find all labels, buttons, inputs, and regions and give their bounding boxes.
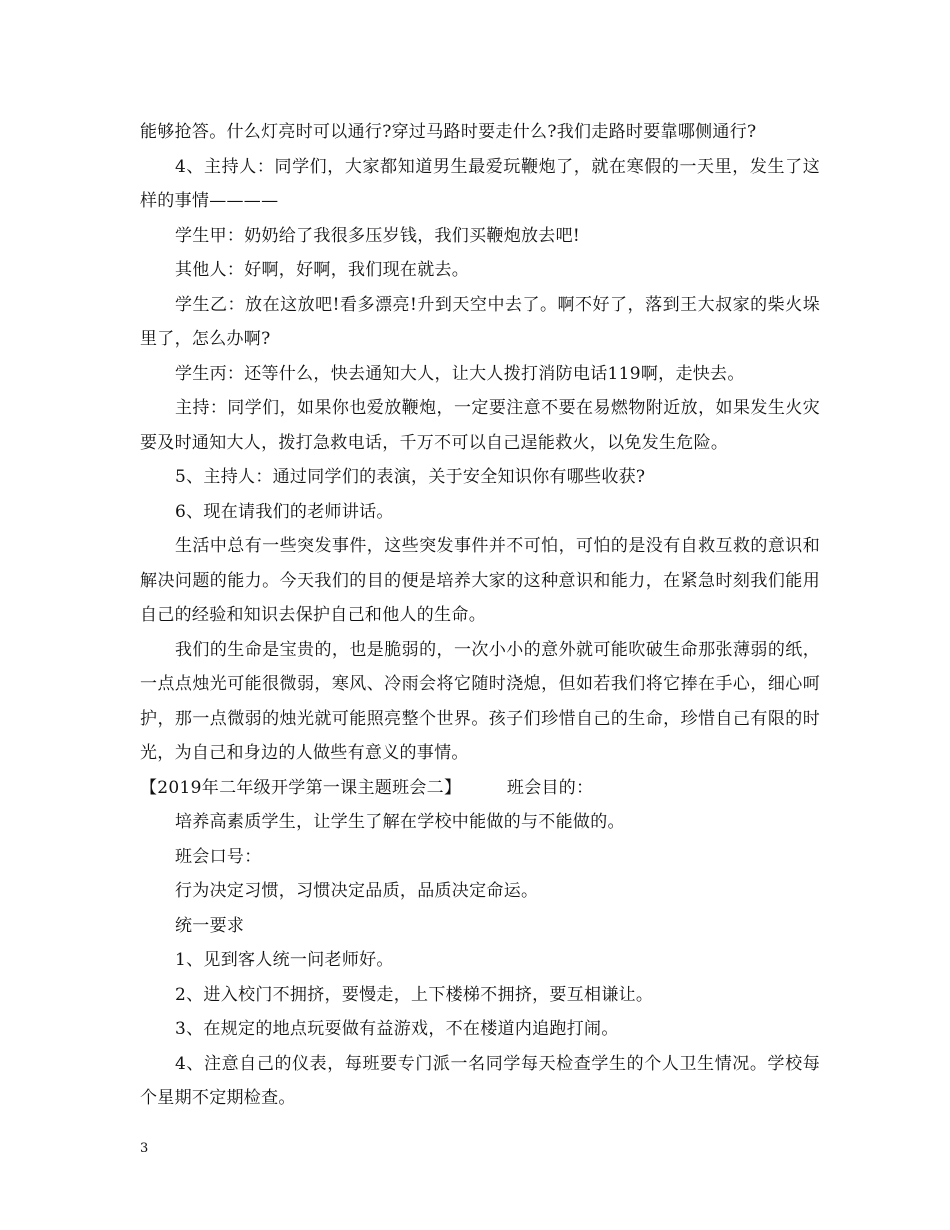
paragraph: 主持：同学们，如果你也爱放鞭炮，一定要注意不要在易燃物附近放，如果发生火灾要及时通知大人，拨打急救电话，千万不可以自己逞能救火，以免发生危险。 xyxy=(140,398,820,453)
paragraph: 行为决定习惯，习惯决定品质，品质决定命运。 xyxy=(175,881,539,901)
body-text xyxy=(140,115,820,1116)
paragraph: 学生甲：奶奶给了我很多压岁钱，我们买鞭炮放去吧! xyxy=(175,225,581,246)
paragraph: 培养高素质学生，让学生了解在学校中能做的与不能做的。 xyxy=(175,812,625,832)
paragraph: 其他人：好啊，好啊，我们现在就去。 xyxy=(175,260,470,280)
paragraph: 4、注意自己的仪表，每班要专门派一名同学每天检查学生的个人卫生情况。学校每个星期不定期检查。 xyxy=(140,1053,820,1108)
paragraph: 3、在规定的地点玩耍做有益游戏，不在楼道内追跑打闹。 xyxy=(175,1019,619,1039)
paragraph: 学生丙：还等什么，快去通知大人，让大人拨打消防电话119啊，走快去。 xyxy=(175,363,745,384)
paragraph: 1、见到客人统一问老师好。 xyxy=(175,950,394,970)
paragraph: 班会口号： xyxy=(175,846,262,867)
paragraph: 6、现在请我们的老师讲话。 xyxy=(175,501,394,522)
paragraph: 5、主持人：通过同学们的表演，关于安全知识你有哪些收获? xyxy=(175,467,646,487)
section-heading: 【2019年二年级开学第一课主题班会二】 班会目的： xyxy=(140,777,594,798)
paragraph: 能够抢答。什么灯亮时可以通行?穿过马路时要走什么?我们走路时要靠哪侧通行? xyxy=(140,122,757,142)
paragraph: 学生乙：放在这放吧!看多漂亮!升到天空中去了。啊不好了，落到王大叔家的柴火垛里了，怎么办啊? xyxy=(140,294,820,349)
page-number: 3 xyxy=(140,1141,149,1156)
paragraph: 2、进入校门不拥挤，要慢走，上下楼梯不拥挤，要互相谦让。 xyxy=(175,984,654,1005)
paragraph: 我们的生命是宝贵的，也是脆弱的，一次小小的意外就可能吹破生命那张薄弱的纸，一点点烛光可能很微弱，寒风、冷雨会将它随时浇熄，但如若我们将它捧在手心，细心呵护，那一点微弱的烛光就可能照亮整个世界。孩子们珍惜自己的生命，珍惜自己有限的时光，为自己和身边的人做些有意义的事情。 xyxy=(140,639,820,763)
paragraph: 生活中总有一些突发事件，这些突发事件并不可怕，可怕的是没有自救互救的意识和解决问题的能力。今天我们的目的便是培养大家的这种意识和能力，在紧急时刻我们能用自己的经验和知识去保护自己和他人的生命。 xyxy=(140,536,820,625)
paragraph: 4、主持人：同学们，大家都知道男生最爱玩鞭炮了，就在寒假的一天里，发生了这样的事情———— xyxy=(140,156,820,211)
paragraph: 统一要求 xyxy=(175,915,245,936)
